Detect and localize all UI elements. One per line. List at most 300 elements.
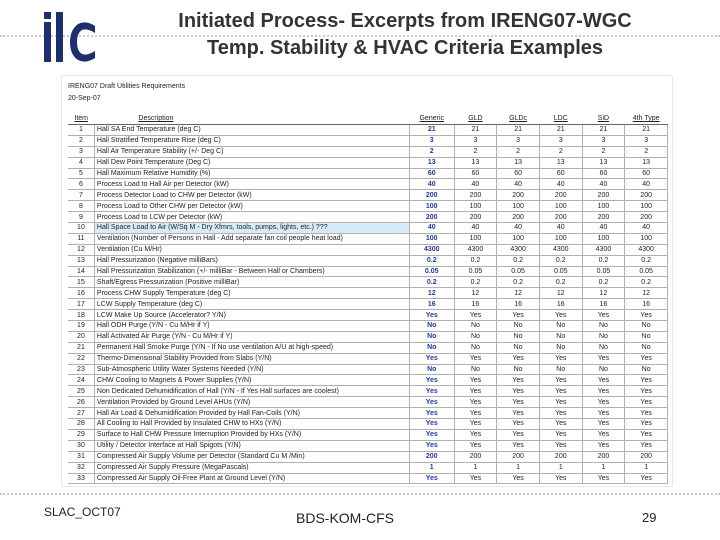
value-cell: No	[497, 364, 540, 375]
value-cell: Yes	[539, 353, 582, 364]
value-cell: 0.2	[625, 277, 668, 288]
value-cell: 200	[625, 212, 668, 223]
value-cell: No	[539, 331, 582, 342]
value-cell: 13	[454, 157, 497, 168]
table-row	[68, 168, 668, 179]
value-cell: 100	[409, 233, 454, 244]
value-cell: 0.2	[582, 277, 625, 288]
value-cell: Yes	[625, 429, 668, 440]
value-cell: 40	[454, 179, 497, 190]
table-row	[68, 473, 668, 484]
value-cell: Yes	[582, 310, 625, 321]
value-cell: Yes	[409, 408, 454, 419]
description-cell: LCW Supply Temperature (deg C)	[94, 299, 409, 310]
value-cell: 3	[454, 135, 497, 146]
value-cell: 2	[409, 146, 454, 157]
value-cell: 16	[582, 299, 625, 310]
table-row	[68, 201, 668, 212]
value-cell: Yes	[454, 353, 497, 364]
item-number-cell: 6	[68, 179, 94, 190]
value-cell: Yes	[539, 429, 582, 440]
table-row	[68, 190, 668, 201]
value-cell: No	[625, 342, 668, 353]
table-row	[68, 342, 668, 353]
description-cell: Hall Dew Point Temperature (Deg C)	[94, 157, 409, 168]
value-cell: 0.2	[625, 255, 668, 266]
value-cell: Yes	[625, 419, 668, 430]
description-cell: CHW Cooling to Magnets & Power Supplies (Y/N)	[94, 375, 409, 386]
value-cell: 100	[539, 201, 582, 212]
table-row	[68, 288, 668, 299]
value-cell: Yes	[582, 440, 625, 451]
column-header: 4th Type	[625, 113, 668, 125]
table-row	[68, 462, 668, 473]
item-number-cell: 4	[68, 157, 94, 168]
value-cell: 12	[454, 288, 497, 299]
description-cell: Hall Air Temperature Stability (+/- Deg C)	[94, 146, 409, 157]
requirements-spreadsheet	[62, 76, 672, 486]
value-cell: 1	[582, 462, 625, 473]
description-cell: Surface to Hall CHW Pressure Interruption Provided by HXs (Y/N)	[94, 429, 409, 440]
value-cell: 60	[625, 168, 668, 179]
description-cell: Thermo-Dimensional Stability Provided from Slabs (Y/N)	[94, 353, 409, 364]
value-cell: Yes	[497, 397, 540, 408]
description-cell: Compressed Air Supply Pressure (MegaPascals)	[94, 462, 409, 473]
value-cell: Yes	[454, 375, 497, 386]
description-cell: Ventilation (Cu M/Hr)	[94, 244, 409, 255]
value-cell: 200	[539, 212, 582, 223]
table-row	[68, 266, 668, 277]
value-cell: No	[625, 331, 668, 342]
value-cell: Yes	[582, 473, 625, 484]
item-number-cell: 2	[68, 135, 94, 146]
value-cell: 100	[497, 201, 540, 212]
value-cell: 13	[409, 157, 454, 168]
description-cell: Compressed Air Supply Oil-Free Plant at Ground Level (Y/N)	[94, 473, 409, 484]
table-row	[68, 386, 668, 397]
value-cell: Yes	[454, 386, 497, 397]
value-cell: 100	[454, 233, 497, 244]
item-number-cell: 31	[68, 451, 94, 462]
value-cell: 0.2	[582, 255, 625, 266]
value-cell: 21	[582, 125, 625, 136]
value-cell: 16	[454, 299, 497, 310]
value-cell: 60	[539, 168, 582, 179]
value-cell: 40	[625, 179, 668, 190]
value-cell: 200	[497, 451, 540, 462]
item-number-cell: 32	[68, 462, 94, 473]
item-number-cell: 10	[68, 223, 94, 234]
value-cell: Yes	[454, 419, 497, 430]
value-cell: 200	[582, 190, 625, 201]
value-cell: 1	[539, 462, 582, 473]
item-number-cell: 7	[68, 190, 94, 201]
value-cell: Yes	[454, 429, 497, 440]
value-cell: Yes	[582, 408, 625, 419]
column-header: Item	[68, 113, 94, 125]
description-cell: Process Load to Hall Air per Detector (kW)	[94, 179, 409, 190]
value-cell: Yes	[497, 408, 540, 419]
value-cell: Yes	[625, 386, 668, 397]
item-number-cell: 27	[68, 408, 94, 419]
item-number-cell: 12	[68, 244, 94, 255]
table-row	[68, 310, 668, 321]
table-row	[68, 451, 668, 462]
value-cell: No	[582, 364, 625, 375]
column-header: Generic	[409, 113, 454, 125]
item-number-cell: 16	[68, 288, 94, 299]
value-cell: No	[497, 342, 540, 353]
value-cell: Yes	[454, 397, 497, 408]
value-cell: 40	[625, 223, 668, 234]
value-cell: 1	[497, 462, 540, 473]
column-header: LDC	[539, 113, 582, 125]
title-line-2: Temp. Stability & HVAC Criteria Examples	[206, 37, 604, 59]
ilc-logo	[40, 8, 100, 68]
value-cell: 200	[454, 212, 497, 223]
description-cell: All Cooling to Hall Provided by Insulated CHW to HXs (Y/N)	[94, 419, 409, 430]
item-number-cell: 11	[68, 233, 94, 244]
value-cell: Yes	[497, 310, 540, 321]
table-row	[68, 125, 668, 136]
value-cell: 13	[625, 157, 668, 168]
description-cell: Hall Pressurization (Negative milliBars)	[94, 255, 409, 266]
value-cell: 1	[409, 462, 454, 473]
description-cell: Compressed Air Supply Volume per Detector (Standard Cu M /Min)	[94, 451, 409, 462]
dotted-rule-bottom	[0, 493, 720, 495]
value-cell: 12	[409, 288, 454, 299]
value-cell: No	[454, 321, 497, 332]
value-cell: 200	[539, 451, 582, 462]
value-cell: 13	[539, 157, 582, 168]
value-cell: 2	[497, 146, 540, 157]
value-cell: 40	[497, 179, 540, 190]
value-cell: Yes	[539, 440, 582, 451]
value-cell: Yes	[497, 473, 540, 484]
table-row	[68, 255, 668, 266]
value-cell: 200	[582, 451, 625, 462]
item-number-cell: 17	[68, 299, 94, 310]
value-cell: 100	[582, 233, 625, 244]
item-number-cell: 23	[68, 364, 94, 375]
value-cell: 4300	[497, 244, 540, 255]
page-number: 29	[642, 510, 657, 525]
value-cell: 100	[539, 233, 582, 244]
value-cell: Yes	[625, 310, 668, 321]
description-cell: Ventilation (Number of Persons in Hall - Add separate fan coil people heat load)	[94, 233, 409, 244]
value-cell: 40	[539, 223, 582, 234]
value-cell: Yes	[409, 419, 454, 430]
description-cell: Hall Activated Air Purge (Y/N - Cu M/Hr if Y)	[94, 331, 409, 342]
value-cell: Yes	[454, 310, 497, 321]
footer-meeting: BDS-KOM-CFS	[296, 510, 394, 526]
value-cell: Yes	[582, 353, 625, 364]
title-line-1: Initiated Process- Excerpts from IRENG07-WGC	[178, 10, 632, 32]
value-cell: 3	[539, 135, 582, 146]
table-row	[68, 440, 668, 451]
value-cell: 2	[454, 146, 497, 157]
item-number-cell: 29	[68, 429, 94, 440]
value-cell: 16	[625, 299, 668, 310]
value-cell: Yes	[625, 473, 668, 484]
value-cell: 60	[582, 168, 625, 179]
value-cell: Yes	[409, 375, 454, 386]
column-header: GLD	[454, 113, 497, 125]
value-cell: 12	[539, 288, 582, 299]
value-cell: 60	[454, 168, 497, 179]
item-number-cell: 26	[68, 397, 94, 408]
description-cell: Hall Stratified Temperature Rise (deg C)	[94, 135, 409, 146]
description-cell: Hall ODH Purge (Y/N - Cu M/Hr if Y)	[94, 321, 409, 332]
value-cell: 0.2	[409, 255, 454, 266]
value-cell: Yes	[539, 473, 582, 484]
value-cell: 100	[625, 233, 668, 244]
value-cell: Yes	[539, 408, 582, 419]
value-cell: 0.2	[454, 277, 497, 288]
value-cell: Yes	[497, 440, 540, 451]
value-cell: Yes	[409, 353, 454, 364]
item-number-cell: 9	[68, 212, 94, 223]
value-cell: 200	[625, 190, 668, 201]
item-number-cell: 21	[68, 342, 94, 353]
value-cell: 3	[625, 135, 668, 146]
value-cell: 200	[454, 451, 497, 462]
value-cell: 200	[409, 212, 454, 223]
value-cell: 21	[409, 125, 454, 136]
item-number-cell: 14	[68, 266, 94, 277]
value-cell: 2	[625, 146, 668, 157]
description-cell: Process Detector Load to CHW per Detector (kW)	[94, 190, 409, 201]
table-row	[68, 321, 668, 332]
item-number-cell: 20	[68, 331, 94, 342]
value-cell: 0.05	[497, 266, 540, 277]
description-cell: Hall Maximum Relative Humidity (%)	[94, 168, 409, 179]
value-cell: No	[625, 364, 668, 375]
value-cell: 40	[582, 179, 625, 190]
value-cell: 0.05	[582, 266, 625, 277]
value-cell: Yes	[454, 408, 497, 419]
value-cell: 100	[409, 201, 454, 212]
table-row	[68, 233, 668, 244]
item-number-cell: 13	[68, 255, 94, 266]
value-cell: Yes	[625, 375, 668, 386]
value-cell: 200	[625, 451, 668, 462]
description-cell: Permanent Hall Smoke Purge (Y/N - If No use ventilation A/U at high-speed)	[94, 342, 409, 353]
table-row	[68, 157, 668, 168]
item-number-cell: 24	[68, 375, 94, 386]
table-row	[68, 419, 668, 430]
item-number-cell: 30	[68, 440, 94, 451]
value-cell: Yes	[539, 386, 582, 397]
description-cell: Sub-Atmospheric Utility Water Systems Needed (Y/N)	[94, 364, 409, 375]
value-cell: Yes	[454, 440, 497, 451]
table-row	[68, 146, 668, 157]
value-cell: No	[454, 342, 497, 353]
value-cell: No	[625, 321, 668, 332]
value-cell: 0.05	[409, 266, 454, 277]
value-cell: 40	[409, 179, 454, 190]
value-cell: 0.2	[497, 277, 540, 288]
item-number-cell: 33	[68, 473, 94, 484]
value-cell: No	[582, 331, 625, 342]
table-row	[68, 299, 668, 310]
description-cell: Hall Air Load & Dehumidification Provided by Hall Fan-Coils (Y/N)	[94, 408, 409, 419]
value-cell: Yes	[625, 353, 668, 364]
value-cell: 21	[497, 125, 540, 136]
value-cell: 200	[497, 190, 540, 201]
value-cell: 200	[409, 451, 454, 462]
value-cell: 13	[497, 157, 540, 168]
table-row	[68, 364, 668, 375]
table-header-row	[68, 113, 668, 125]
sheet-date: 20-Sep-07	[68, 95, 101, 102]
value-cell: Yes	[497, 375, 540, 386]
value-cell: Yes	[409, 440, 454, 451]
value-cell: Yes	[409, 473, 454, 484]
value-cell: 4300	[539, 244, 582, 255]
value-cell: Yes	[409, 310, 454, 321]
value-cell: Yes	[539, 419, 582, 430]
item-number-cell: 28	[68, 419, 94, 430]
value-cell: Yes	[625, 397, 668, 408]
value-cell: 21	[454, 125, 497, 136]
description-cell: Ventilation Provided by Ground Level AHUs (Y/N)	[94, 397, 409, 408]
value-cell: 2	[582, 146, 625, 157]
value-cell: 0.05	[539, 266, 582, 277]
description-cell: Hall SA End Temperature (deg C)	[94, 125, 409, 136]
value-cell: 0.2	[497, 255, 540, 266]
item-number-cell: 3	[68, 146, 94, 157]
value-cell: 0.2	[454, 255, 497, 266]
description-cell: Process Load to LCW per Detector (kW)	[94, 212, 409, 223]
value-cell: No	[409, 364, 454, 375]
value-cell: No	[539, 321, 582, 332]
value-cell: 4300	[625, 244, 668, 255]
description-cell: Shaft/Egress Pressurization (Positive milliBar)	[94, 277, 409, 288]
value-cell: 0.2	[409, 277, 454, 288]
table-row	[68, 277, 668, 288]
value-cell: 40	[582, 223, 625, 234]
description-cell: Non Dedicated Dehumidification of Hall (Y/N - If Yes Hall surfaces are coolest)	[94, 386, 409, 397]
value-cell: 200	[497, 212, 540, 223]
value-cell: 12	[582, 288, 625, 299]
value-cell: No	[582, 321, 625, 332]
value-cell: 4300	[582, 244, 625, 255]
column-header: Description	[94, 113, 409, 125]
value-cell: 0.05	[454, 266, 497, 277]
value-cell: 4300	[454, 244, 497, 255]
table-row	[68, 375, 668, 386]
description-cell: Process CHW Supply Temperature (deg C)	[94, 288, 409, 299]
item-number-cell: 18	[68, 310, 94, 321]
value-cell: 100	[625, 201, 668, 212]
value-cell: 21	[539, 125, 582, 136]
value-cell: 100	[454, 201, 497, 212]
value-cell: 0.05	[625, 266, 668, 277]
table-row	[68, 223, 668, 234]
item-number-cell: 19	[68, 321, 94, 332]
value-cell: No	[454, 331, 497, 342]
value-cell: 40	[539, 179, 582, 190]
value-cell: 100	[582, 201, 625, 212]
value-cell: No	[539, 342, 582, 353]
value-cell: No	[539, 364, 582, 375]
value-cell: 40	[454, 223, 497, 234]
column-header: SiD	[582, 113, 625, 125]
value-cell: 200	[409, 190, 454, 201]
value-cell: 12	[497, 288, 540, 299]
value-cell: Yes	[409, 397, 454, 408]
sheet-heading: IRENG07 Draft Utilities Requirements	[68, 83, 186, 90]
value-cell: Yes	[497, 419, 540, 430]
value-cell: 16	[497, 299, 540, 310]
value-cell: Yes	[582, 397, 625, 408]
item-number-cell: 25	[68, 386, 94, 397]
value-cell: Yes	[539, 397, 582, 408]
value-cell: 3	[497, 135, 540, 146]
table-row	[68, 244, 668, 255]
value-cell: 12	[625, 288, 668, 299]
description-cell: Hall Space Load to Air (W/Sq M - Dry Xfmrs, tools, pumps, lights, etc.) ???	[94, 223, 409, 234]
description-cell: Utility / Detector Interface at Hall Spigots (Y/N)	[94, 440, 409, 451]
value-cell: 4300	[409, 244, 454, 255]
value-cell: Yes	[582, 386, 625, 397]
table-row	[68, 408, 668, 419]
value-cell: 0.2	[539, 277, 582, 288]
value-cell: Yes	[497, 386, 540, 397]
value-cell: Yes	[409, 386, 454, 397]
value-cell: 21	[625, 125, 668, 136]
value-cell: 200	[539, 190, 582, 201]
column-header: GLDc	[497, 113, 540, 125]
item-number-cell: 15	[68, 277, 94, 288]
value-cell: 100	[497, 233, 540, 244]
value-cell: 1	[625, 462, 668, 473]
value-cell: No	[409, 331, 454, 342]
value-cell: 16	[539, 299, 582, 310]
item-number-cell: 1	[68, 125, 94, 136]
value-cell: Yes	[582, 419, 625, 430]
value-cell: 2	[539, 146, 582, 157]
value-cell: No	[409, 321, 454, 332]
description-cell: Hall Pressurization Stabilization (+/- milliBar - Between Hall or Chambers)	[94, 266, 409, 277]
value-cell: Yes	[539, 375, 582, 386]
table-row	[68, 429, 668, 440]
value-cell: No	[454, 364, 497, 375]
item-number-cell: 5	[68, 168, 94, 179]
table-row	[68, 135, 668, 146]
table-row	[68, 397, 668, 408]
table-row	[68, 353, 668, 364]
value-cell: 3	[409, 135, 454, 146]
value-cell: Yes	[497, 353, 540, 364]
value-cell: 13	[582, 157, 625, 168]
requirements-table	[68, 113, 668, 484]
value-cell: 16	[409, 299, 454, 310]
footer-event: SLAC_OCT07	[44, 505, 121, 519]
table-row	[68, 331, 668, 342]
value-cell: No	[497, 321, 540, 332]
value-cell: No	[497, 331, 540, 342]
value-cell: 40	[409, 223, 454, 234]
table-row	[68, 179, 668, 190]
value-cell: No	[582, 342, 625, 353]
value-cell: Yes	[625, 408, 668, 419]
value-cell: 200	[582, 212, 625, 223]
value-cell: Yes	[582, 375, 625, 386]
value-cell: 1	[454, 462, 497, 473]
value-cell: 40	[497, 223, 540, 234]
